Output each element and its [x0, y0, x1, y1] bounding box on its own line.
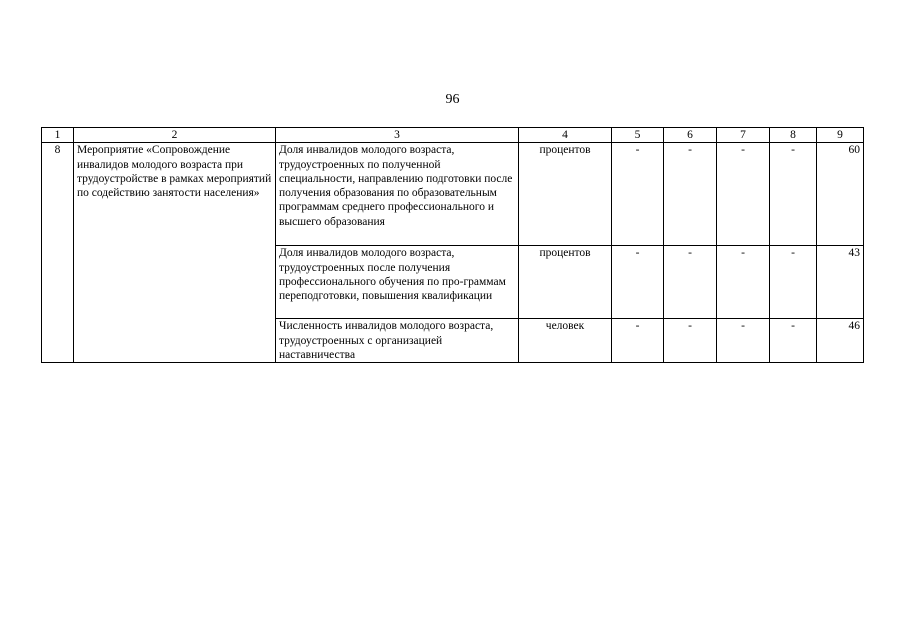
value-cell: - [770, 319, 817, 363]
value-cell: - [717, 246, 770, 319]
header-cell: 9 [817, 128, 864, 143]
value-cell: - [664, 319, 717, 363]
table-header-row [42, 128, 864, 143]
header-cell: 2 [74, 128, 276, 143]
value-cell: - [717, 319, 770, 363]
page-number: 96 [445, 92, 460, 107]
value-cell: - [612, 143, 664, 246]
value-cell: - [770, 143, 817, 246]
unit-cell: процентов [519, 143, 612, 246]
value-cell: - [664, 143, 717, 246]
value-cell: - [612, 319, 664, 363]
unit-cell: процентов [519, 246, 612, 319]
header-cell: 5 [612, 128, 664, 143]
value-cell: - [664, 246, 717, 319]
header-cell: 6 [664, 128, 717, 143]
table-row [42, 143, 864, 246]
header-cell: 1 [42, 128, 74, 143]
target-value-cell: 60 [817, 143, 864, 246]
value-cell: - [612, 246, 664, 319]
target-value-cell: 43 [817, 246, 864, 319]
indicator-name-cell: Доля инвалидов молодого возраста, трудоустроенных после получения профессионального обучения по про-граммам переподготовки, повышения квалификации [276, 246, 519, 319]
indicators-table [41, 127, 864, 363]
value-cell: - [770, 246, 817, 319]
header-cell: 7 [717, 128, 770, 143]
event-cell: Мероприятие «Сопровождение инвалидов молодого возраста при трудоустройстве в рамках мероприятий по содействию занятости населения» [74, 143, 276, 363]
indicator-name-cell: Численность инвалидов молодого возраста, трудоустроенных с организацией наставничества [276, 319, 519, 363]
header-cell: 3 [276, 128, 519, 143]
header-cell: 8 [770, 128, 817, 143]
row-number-cell: 8 [42, 143, 74, 363]
header-cell: 4 [519, 128, 612, 143]
indicator-name-cell: Доля инвалидов молодого возраста, трудоустроенных по полученной специальности, направлению подготовки после получения образования по образовательным программам среднего профессионального и высшего образования [276, 143, 519, 246]
value-cell: - [717, 143, 770, 246]
unit-cell: человек [519, 319, 612, 363]
target-value-cell: 46 [817, 319, 864, 363]
